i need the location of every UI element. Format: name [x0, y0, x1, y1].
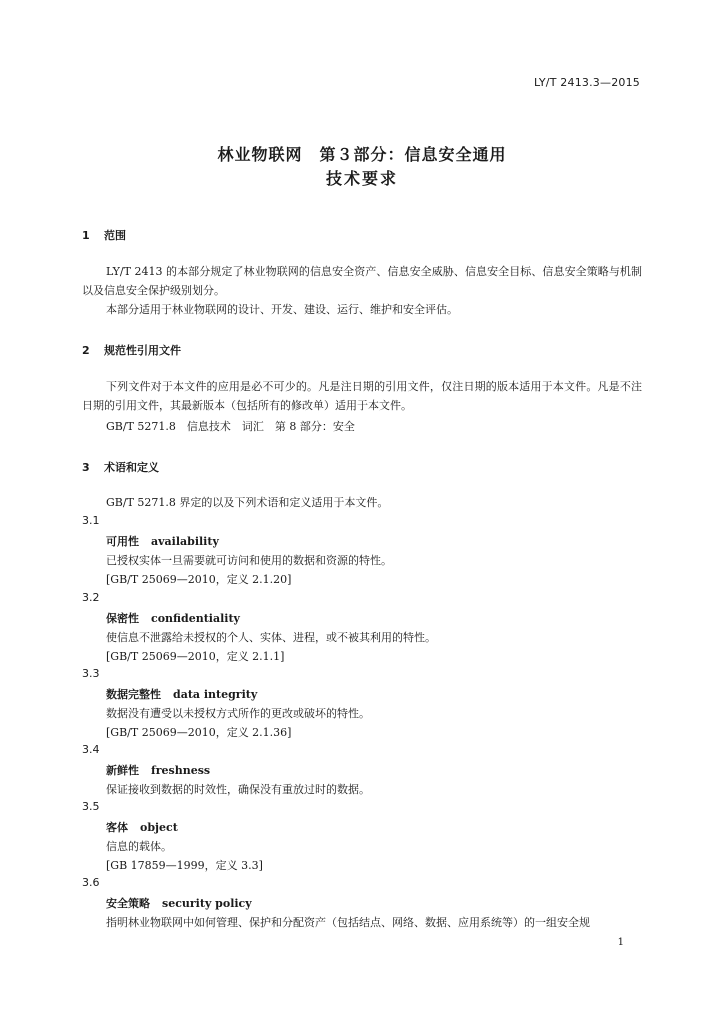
term-name-en: availability [151, 535, 219, 548]
term-name [106, 819, 178, 835]
term-number: 3.2 [82, 591, 100, 604]
term-definition: 保证接收到数据的时效性，确保没有重放过时的数据。 [106, 783, 370, 796]
term-source: [GB/T 25069—2010，定义 2.1.1] [106, 650, 285, 663]
section-title: 规范性引用文件 [104, 344, 181, 357]
term-name-zh: 安全策略 [106, 897, 150, 910]
page-number: 1 [617, 937, 624, 948]
term-source: [GB 17859—1999，定义 3.3] [106, 859, 263, 872]
section-title: 术语和定义 [104, 461, 159, 474]
term-definition: 信息的载体。 [106, 840, 172, 853]
term-number: 3.4 [82, 743, 100, 756]
term-definition: 指明林业物联网中如何管理、保护和分配资产（包括结点、网络、数据、应用系统等）的一组安全规 [106, 916, 590, 929]
scope-paragraph-2: 本部分适用于林业物联网的设计、开发、建设、运行、维护和安全评估。 [106, 303, 458, 316]
term-name-zh: 保密性 [106, 612, 139, 625]
section-number: 3 [82, 461, 90, 474]
term-name-zh: 数据完整性 [106, 688, 161, 701]
term-name-en: confidentiality [151, 612, 240, 625]
normative-reference: GB/T 5271.8 信息技术 词汇 第 8 部分：安全 [106, 420, 355, 433]
term-name [106, 533, 219, 549]
section-number: 2 [82, 344, 90, 357]
term-name [106, 686, 257, 702]
term-name-en: object [140, 821, 178, 834]
terms-intro: GB/T 5271.8 界定的以及下列术语和定义适用于本文件。 [106, 496, 389, 509]
section-title: 范围 [104, 229, 126, 242]
document-title-line1: 林业物联网 第３部分：信息安全通用 [217, 145, 507, 164]
term-name [106, 895, 252, 911]
term-source: [GB/T 25069—2010，定义 2.1.36] [106, 726, 292, 739]
term-source: [GB/T 25069—2010，定义 2.1.20] [106, 573, 292, 586]
term-name-zh: 客体 [106, 821, 128, 834]
term-name-zh: 可用性 [106, 535, 139, 548]
term-definition: 数据没有遭受以未授权方式所作的更改或破坏的特性。 [106, 707, 370, 720]
term-name-en: data integrity [173, 688, 258, 701]
term-name [106, 762, 210, 778]
scope-paragraph-1: LY/T 2413 的本部分规定了林业物联网的信息安全资产、信息安全威胁、信息安全目标、信息安全策略与机制以及信息安全保护级别划分。 [82, 265, 642, 297]
term-definition: 已授权实体一旦需要就可访问和使用的数据和资源的特性。 [106, 554, 392, 567]
term-name [106, 610, 240, 626]
term-number: 3.3 [82, 667, 100, 680]
term-definition: 使信息不泄露给未授权的个人、实体、进程，或不被其利用的特性。 [106, 631, 436, 644]
section-heading-normative [82, 342, 181, 358]
term-name-en: security policy [162, 897, 252, 910]
term-number: 3.5 [82, 800, 100, 813]
section-heading-terms [82, 459, 159, 475]
term-name-en: freshness [151, 764, 211, 777]
standard-code: LY/T 2413.3—2015 [534, 76, 640, 89]
section-heading-scope [82, 227, 126, 243]
term-name-zh: 新鲜性 [106, 764, 139, 777]
term-number: 3.1 [82, 514, 100, 527]
normative-paragraph-1: 下列文件对于本文件的应用是必不可少的。凡是注日期的引用文件，仅注日期的版本适用于本文件。凡是不注日期的引用文件，其最新版本（包括所有的修改单）适用于本文件。 [82, 380, 642, 412]
term-number: 3.6 [82, 876, 100, 889]
section-number: 1 [82, 229, 90, 242]
document-title-line2: 技术要求 [325, 169, 398, 188]
